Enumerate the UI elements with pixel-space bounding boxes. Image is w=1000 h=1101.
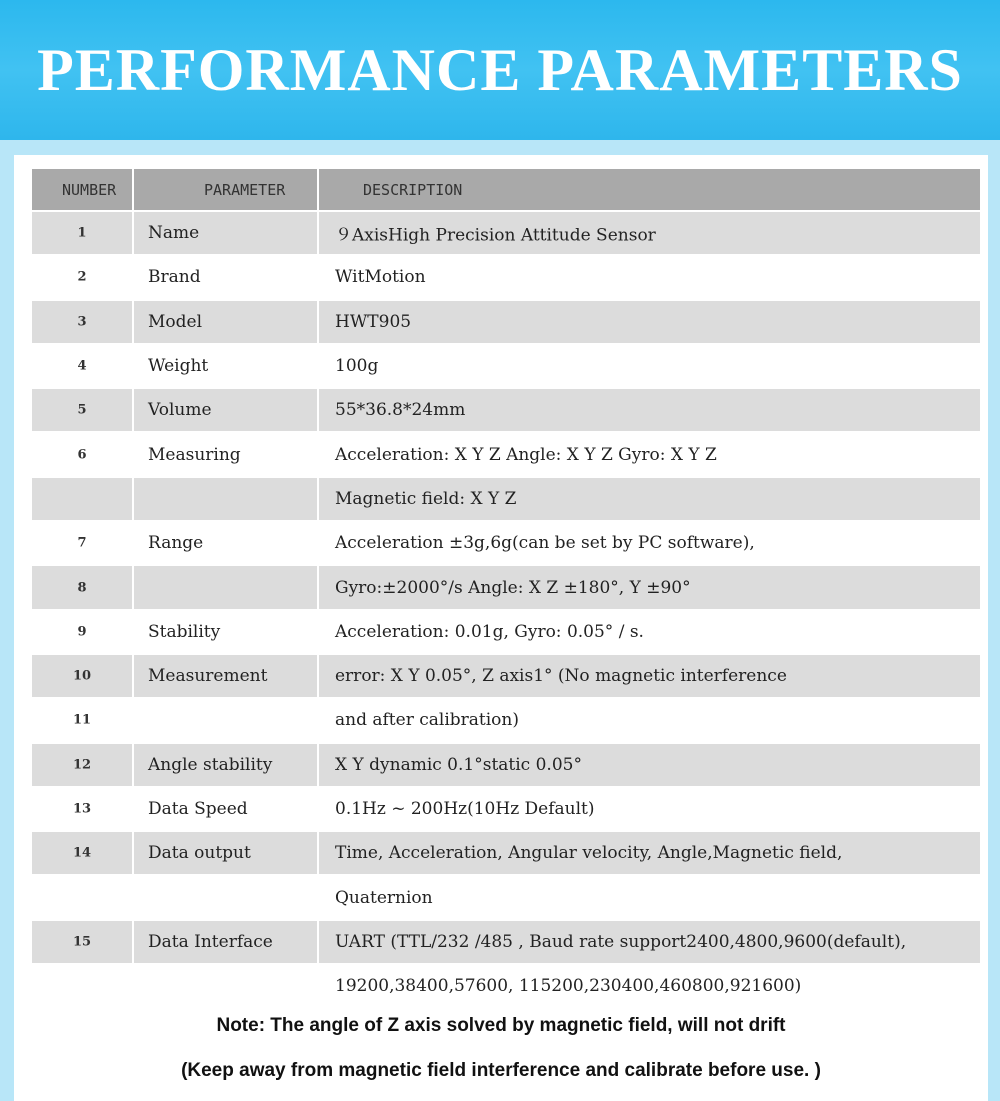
header-number-cell (32, 169, 132, 210)
row-number-cell (32, 744, 132, 786)
table-row (32, 389, 980, 433)
row-number-cell-text: 2 (77, 269, 87, 285)
row-description-cell-text: WitMotion (335, 267, 426, 288)
row-description-cell (317, 212, 980, 254)
row-number-cell (32, 433, 132, 475)
row-parameter-cell-text: Brand (148, 267, 201, 288)
row-description-cell-text: and after calibration) (335, 710, 519, 731)
row-parameter-cell (132, 611, 317, 653)
row-parameter-cell-text: Measuring (148, 444, 241, 465)
row-number-cell-text: 12 (72, 757, 92, 773)
table-row (32, 965, 980, 1009)
note-line-1: Note: The angle of Z axis solved by magnetic field, will not drift (216, 1015, 786, 1036)
row-parameter-cell (132, 876, 317, 918)
row-description-cell (317, 611, 980, 653)
row-parameter-cell-text: Stability (148, 621, 221, 642)
row-number-cell (32, 345, 132, 387)
table-row (32, 788, 980, 832)
row-number-cell-text: 1 (77, 225, 87, 241)
row-description-cell (317, 965, 980, 1007)
row-number-cell (32, 256, 132, 298)
row-description-cell-text: 19200,38400,57600, 115200,230400,460800,921600) (335, 976, 802, 997)
row-number-cell-text: 14 (72, 845, 92, 861)
table-row (32, 832, 980, 876)
header-description: DESCRIPTION (363, 180, 463, 199)
row-description-cell-text: Acceleration ±3g,6g(can be set by PC software), (335, 533, 755, 554)
row-number-cell-text: 7 (77, 535, 87, 551)
row-description-cell (317, 921, 980, 963)
row-number-cell (32, 832, 132, 874)
table-row (32, 699, 980, 743)
row-number-cell-text: 4 (77, 358, 87, 374)
row-parameter-cell (132, 256, 317, 298)
row-parameter-cell-text: Data Interface (148, 931, 273, 952)
row-description-cell (317, 876, 980, 918)
row-parameter-cell (132, 478, 317, 520)
page-title: PERFORMANCE PARAMETERS (37, 36, 963, 103)
note-line-2: (Keep away from magnetic field interference and calibrate before use. ) (181, 1060, 821, 1081)
row-description-cell (317, 744, 980, 786)
row-parameter-cell (132, 965, 317, 1007)
row-number-cell (32, 788, 132, 830)
row-parameter-cell-text: Volume (148, 400, 212, 421)
row-description-cell (317, 522, 980, 564)
row-description-cell (317, 788, 980, 830)
row-description-cell (317, 832, 980, 874)
row-parameter-cell (132, 788, 317, 830)
row-number-cell-text: 15 (72, 934, 92, 950)
table-row (32, 876, 980, 920)
row-number-cell-text: 9 (77, 624, 87, 640)
row-parameter-cell (132, 212, 317, 254)
row-parameter-cell-text: Range (148, 533, 204, 554)
row-number-cell (32, 522, 132, 564)
row-number-cell (32, 478, 132, 520)
table-row (32, 921, 980, 965)
header-parameter-cell (132, 169, 317, 210)
row-parameter-cell-text: Name (148, 223, 200, 244)
row-parameter-cell-text: Model (148, 311, 203, 332)
parameters-table (32, 169, 980, 1009)
header-number: NUMBER (62, 180, 117, 199)
row-description-cell-text: Gyro:±2000°/s Angle: X Z ±180°, Y ±90° (335, 577, 691, 598)
row-number-cell-text: 11 (72, 712, 92, 728)
row-description-cell-text: 0.1Hz ~ 200Hz(10Hz Default) (335, 799, 595, 819)
row-parameter-cell-text: Data output (148, 843, 251, 864)
row-number-cell-text: 10 (72, 668, 92, 684)
row-description-cell-text: error: X Y 0.05°, Z axis1° (No magnetic interference (335, 666, 787, 687)
row-number-cell (32, 301, 132, 343)
row-description-cell-text: HWT905 (335, 311, 412, 332)
row-description-cell (317, 345, 980, 387)
row-parameter-cell (132, 522, 317, 564)
row-description-cell (317, 389, 980, 431)
table-row (32, 611, 980, 655)
row-description-cell (317, 301, 980, 343)
row-description-cell (317, 433, 980, 475)
row-number-cell (32, 921, 132, 963)
row-description-cell-text: Acceleration: 0.01g, Gyro: 0.05° / s. (335, 621, 644, 642)
row-description-cell-text: Acceleration: X Y Z Angle: X Y Z Gyro: X Y Z (335, 444, 717, 465)
table-row (32, 655, 980, 699)
title-banner (0, 0, 1000, 140)
row-description-cell (317, 655, 980, 697)
row-parameter-cell (132, 921, 317, 963)
row-number-cell (32, 876, 132, 918)
header-description-cell (317, 169, 980, 210)
row-description-cell (317, 699, 980, 741)
row-number-cell-text: 6 (77, 447, 87, 463)
row-description-cell (317, 566, 980, 608)
row-number-cell (32, 389, 132, 431)
row-parameter-cell-text: Measurement (148, 666, 268, 687)
row-description-cell-text: ９AxisHigh Precision Attitude Sensor (335, 225, 656, 246)
parameter-sheet (14, 155, 988, 1101)
row-parameter-cell-text: Weight (148, 356, 209, 377)
row-description-cell-text: 100g (335, 356, 379, 377)
row-description-cell-text: Quaternion (335, 887, 433, 908)
table-row (32, 256, 980, 300)
row-number-cell-text: 5 (77, 402, 87, 418)
table-row (32, 478, 980, 522)
row-number-cell (32, 212, 132, 254)
table-row (32, 522, 980, 566)
row-number-cell-text: 13 (72, 801, 92, 817)
row-number-cell-text: 8 (77, 580, 87, 596)
row-parameter-cell (132, 566, 317, 608)
row-parameter-cell (132, 345, 317, 387)
row-parameter-cell (132, 744, 317, 786)
row-description-cell (317, 478, 980, 520)
row-number-cell (32, 965, 132, 1007)
header-parameter: PARAMETER (204, 180, 286, 199)
table-row (32, 301, 980, 345)
row-description-cell-text: 55*36.8*24mm (335, 400, 466, 421)
table-row (32, 566, 980, 610)
row-parameter-cell (132, 655, 317, 697)
row-parameter-cell-text: Angle stability (148, 754, 273, 775)
row-description-cell (317, 256, 980, 298)
row-parameter-cell (132, 389, 317, 431)
row-parameter-cell (132, 433, 317, 475)
row-description-cell-text: UART (TTL/232 /485 , Baud rate support2400,4800,9600(default), (335, 931, 907, 952)
table-header (32, 169, 980, 212)
row-number-cell-text: 3 (77, 314, 87, 330)
row-description-cell-text: X Y dynamic 0.1°static 0.05° (335, 754, 582, 775)
row-parameter-cell-text: Data Speed (148, 799, 248, 819)
row-description-cell-text: Magnetic field: X Y Z (335, 488, 517, 509)
row-description-cell-text: Time, Acceleration, Angular velocity, Angle,Magnetic field, (335, 843, 843, 864)
table-row (32, 345, 980, 389)
row-parameter-cell (132, 699, 317, 741)
row-number-cell (32, 566, 132, 608)
table-row (32, 744, 980, 788)
row-number-cell (32, 611, 132, 653)
row-number-cell (32, 655, 132, 697)
table-row (32, 433, 980, 477)
row-parameter-cell (132, 301, 317, 343)
row-parameter-cell (132, 832, 317, 874)
table-row (32, 212, 980, 256)
row-number-cell (32, 699, 132, 741)
